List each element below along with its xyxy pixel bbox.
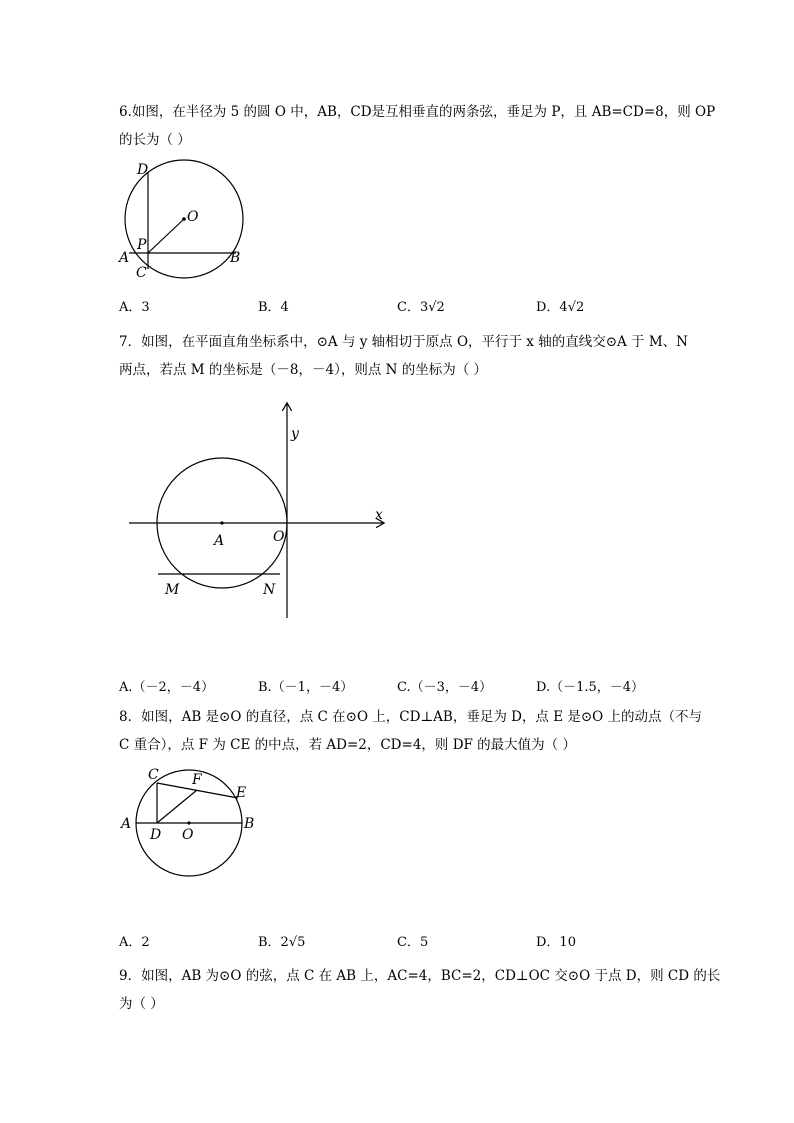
segment-df bbox=[157, 790, 197, 823]
label-a: A bbox=[214, 533, 225, 549]
label-b: B bbox=[244, 816, 255, 832]
option-a: A．3 bbox=[119, 300, 150, 315]
question-6-line-1: 6.如图，在半径为 5 的圆 O 中，AB，CD是互相垂直的两条弦，垂足为 P，且 AB=CD=8，则 OP bbox=[119, 104, 716, 120]
option-d: D．4√2 bbox=[536, 300, 585, 315]
option-d: D.（－1.5，－4） bbox=[536, 680, 645, 695]
label-f: F bbox=[192, 772, 202, 788]
label-b: B bbox=[230, 250, 241, 266]
label-e: E bbox=[236, 785, 247, 801]
segment-op bbox=[148, 219, 184, 253]
label-d: D bbox=[150, 827, 162, 843]
options-q7 bbox=[119, 676, 679, 696]
question-6-line-2: 的长为（ ） bbox=[119, 132, 191, 148]
center-point-o bbox=[187, 821, 190, 824]
label-d: D bbox=[137, 162, 149, 178]
label-a: A bbox=[119, 250, 130, 266]
label-o: O bbox=[273, 529, 285, 545]
label-y: y bbox=[291, 426, 299, 442]
question-6 bbox=[119, 98, 716, 154]
question-9-line-1: 9．如图，AB 为⊙O 的弦，点 C 在 AB 上，AC=4，BC=2，CD⊥OC 交⊙O 于点 D，则 CD 的长 bbox=[119, 968, 721, 984]
label-m: M bbox=[165, 582, 180, 598]
question-8 bbox=[119, 703, 703, 759]
question-9-line-2: 为（ ） bbox=[119, 996, 164, 1012]
option-b: B.（－1，－4） bbox=[258, 680, 354, 695]
figure-q6 bbox=[112, 158, 252, 283]
label-n: N bbox=[263, 582, 276, 598]
question-7-line-1: 7．如图，在平面直角坐标系中，⊙A 与 y 轴相切于原点 O，平行于 x 轴的直线交⊙A 于 M、N bbox=[119, 334, 688, 350]
option-c: C．5 bbox=[397, 935, 429, 950]
options-q6 bbox=[119, 296, 679, 316]
label-c: C bbox=[148, 767, 159, 783]
option-b: B．2√5 bbox=[258, 935, 306, 950]
label-p: P bbox=[137, 237, 147, 253]
label-a: A bbox=[121, 816, 132, 832]
label-o: O bbox=[187, 209, 199, 225]
center-point-o bbox=[182, 217, 186, 221]
label-x: x bbox=[375, 507, 383, 523]
label-o: O bbox=[182, 827, 194, 843]
option-a: A.（－2，－4） bbox=[119, 680, 215, 695]
question-7 bbox=[119, 328, 688, 384]
label-c: C bbox=[136, 265, 147, 281]
figure-q7 bbox=[125, 398, 395, 623]
question-9 bbox=[119, 962, 721, 1018]
figure-q8 bbox=[118, 762, 268, 884]
option-a: A．2 bbox=[119, 935, 150, 950]
center-point-a bbox=[220, 521, 223, 524]
option-c: C.（－3，－4） bbox=[397, 680, 493, 695]
question-7-line-2: 两点，若点 M 的坐标是（－8，－4），则点 N 的坐标为（ ） bbox=[119, 362, 488, 378]
option-c: C．3√2 bbox=[397, 300, 445, 315]
options-q8 bbox=[119, 931, 679, 951]
question-8-line-2: C 重合），点 F 为 CE 的中点，若 AD=2，CD=4，则 DF 的最大值为（ ） bbox=[119, 737, 576, 753]
option-d: D．10 bbox=[536, 935, 576, 950]
question-8-line-1: 8．如图，AB 是⊙O 的直径，点 C 在⊙O 上，CD⊥AB，垂足为 D，点 E 是⊙O 上的动点（不与 bbox=[119, 709, 703, 725]
option-b: B．4 bbox=[258, 300, 289, 315]
